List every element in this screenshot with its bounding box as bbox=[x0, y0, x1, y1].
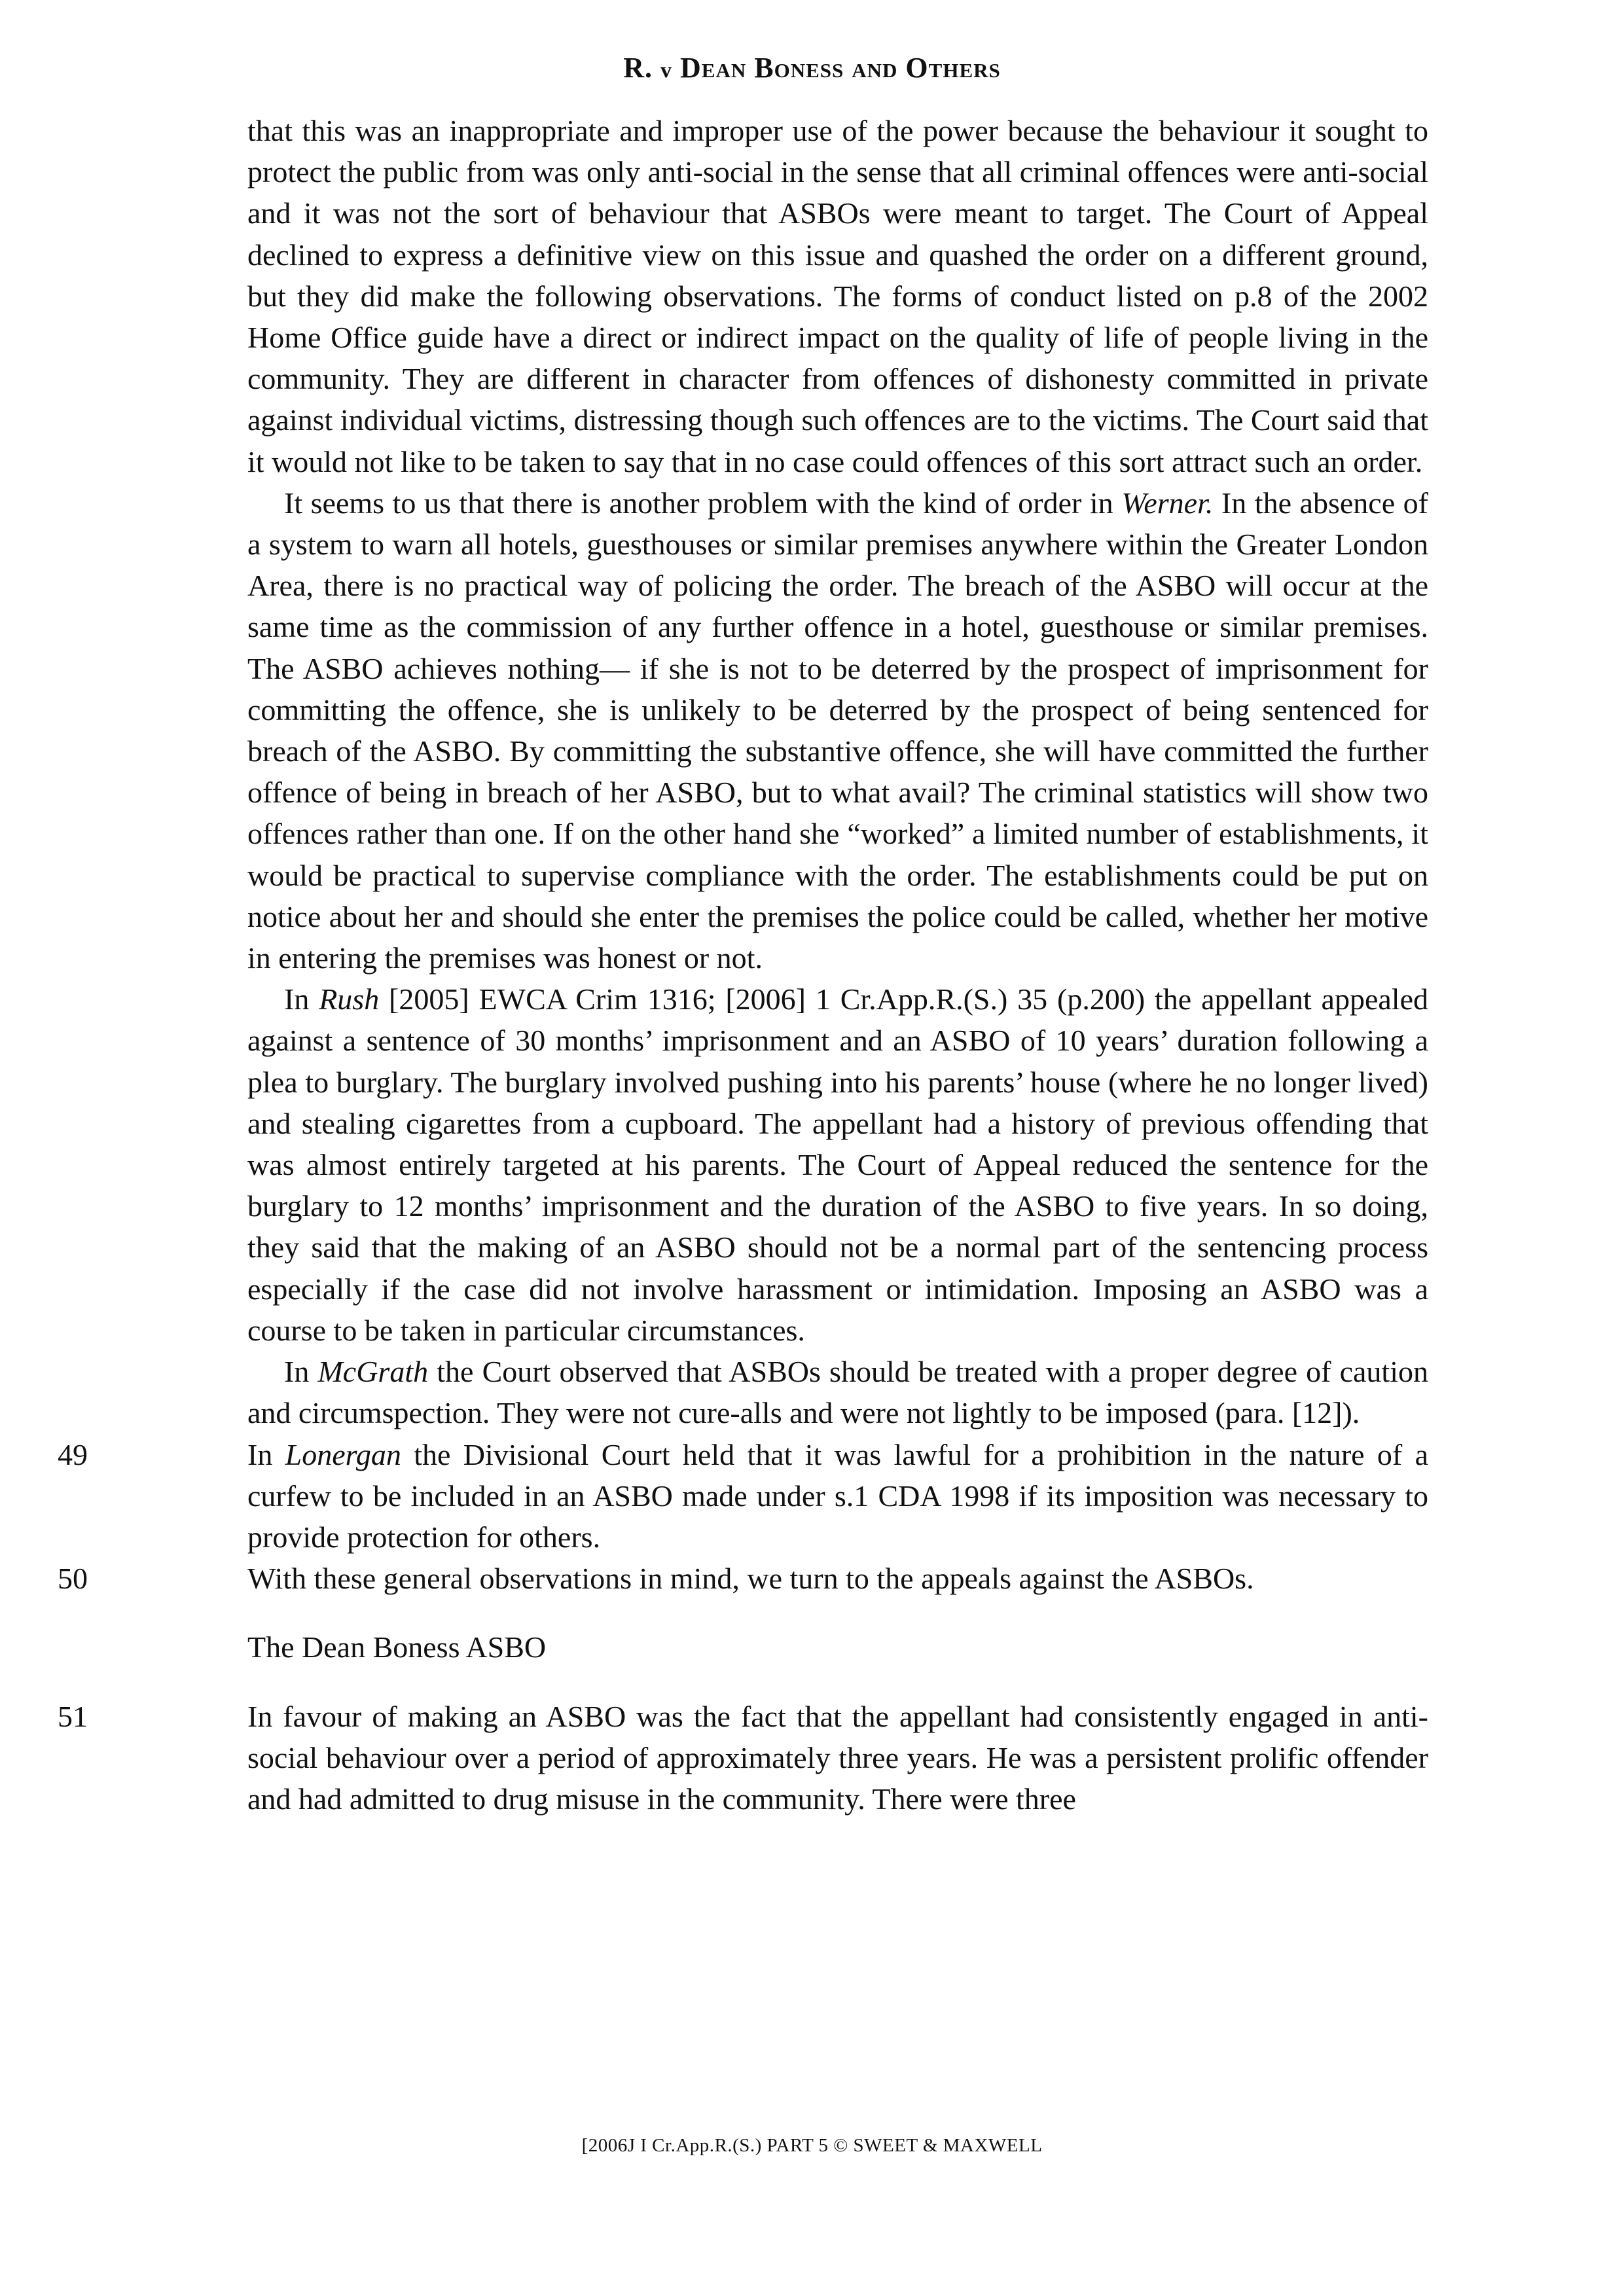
case-name: McGrath bbox=[317, 1355, 429, 1389]
case-name: Werner. bbox=[1121, 486, 1214, 520]
running-head-title: Dean Boness and Others bbox=[680, 52, 1001, 84]
paragraph-49 bbox=[58, 1434, 1428, 1558]
paragraph-werner bbox=[247, 482, 1428, 978]
text-run: In bbox=[247, 1437, 285, 1471]
page-footer: [2006J I Cr.App.R.(S.) PART 5 © SWEET & MAXWELL bbox=[581, 2135, 1043, 2156]
text-run: In bbox=[284, 1355, 318, 1389]
text-run: the Divisional Court held that it was lawful for a prohibition in the nature of a curfew to be included in an ASBO made under s.1 CDA 1998 if its imposition was necessary to provide protection for others. bbox=[247, 1437, 1428, 1554]
paragraph-continued: that this was an inappropriate and improper use of the power because the behaviour it sought to protect the public from was only anti-social in the sense that all criminal offences were anti-social and it was not the sort of behaviour that ASBOs were meant to target. The Court of Appeal declined to express a definitive view on this issue and quashed the order on a different ground, but they did make the following observations. The forms of conduct listed on p.8 of the 2002 Home Office guide have a direct or indirect impact on the quality of life of people living in the community. They are different in character from offences of dishonesty committed in private against individual victims, distressing though such offences are to the victims. The Court said that it would not like to be taken to say that in no case could offences of this sort attract such an order. bbox=[247, 114, 1428, 478]
case-name: Rush bbox=[319, 982, 380, 1016]
text-run: With these general observations in mind, we turn to the appeals against the ASBOs. bbox=[247, 1562, 1254, 1596]
paragraph-51 bbox=[58, 1696, 1428, 1820]
section-subheading: The Dean Boness ASBO bbox=[247, 1630, 547, 1664]
paragraph-number: 50 bbox=[58, 1562, 88, 1596]
paragraph-number: 49 bbox=[58, 1437, 88, 1471]
running-head-r: R. bbox=[623, 52, 653, 84]
running-head bbox=[0, 51, 1624, 84]
text-run: [2005] EWCA Crim 1316; [2006] 1 Cr.App.R.(S.) 35 (p.200) the appellant appealed against a sentence of 30 months’ imprisonment and an ASBO of 10 years’ duration following a plea to burglary. The burglary involved pushing into his parents’ house (where he no longer lived) and stealing cigarettes from a cupboard. The appellant had a history of previous offending that was almost entirely targeted at his parents. The Court of Appeal reduced the sentence for the burglary to 12 months’ imprisonment and the duration of the ASBO to five years. In so doing, they said that the making of an ASBO should not be a normal part of the sentencing process especially if the case did not involve harassment or intimidation. Imposing an ASBO was a course to be taken in particular circumstances. bbox=[247, 982, 1428, 1347]
paragraph-mcgrath bbox=[247, 1351, 1428, 1433]
running-head-v: v bbox=[660, 58, 673, 82]
paragraph-50 bbox=[58, 1558, 1428, 1599]
text-run: It seems to us that there is another problem with the kind of order in bbox=[284, 486, 1122, 520]
text-run: In the absence of a system to warn all hotels, guesthouses or similar premises anywhere within the Greater London Area, there is no practical way of policing the order. The breach of the ASBO will occur at the same time as the commission of any further offence in a hotel, guesthouse or similar premises. The ASBO achieves nothing— if she is not to be deterred by the prospect of imprisonment for committing the offence, she is unlikely to be deterred by the prospect of being sentenced for breach of the ASBO. By committing the substantive offence, she will have committed the further offence of being in breach of her ASBO, but to what avail? The criminal statistics will show two offences rather than one. If on the other hand she “worked” a limited number of establishments, it would be practical to supervise compliance with the order. The establishments could be put on notice about her and should she enter the premises the police could be called, whether her motive in entering the premises was honest or not. bbox=[247, 486, 1428, 975]
text-run: In bbox=[284, 982, 319, 1016]
case-name: Lonergan bbox=[285, 1437, 401, 1471]
paragraph-rush bbox=[247, 978, 1428, 1351]
text-run: In favour of making an ASBO was the fact that the appellant had consistently engaged in anti-social behaviour over a period of approximately three years. He was a persistent prolific offender and had admitted to drug misuse in the community. There were three bbox=[247, 1699, 1428, 1816]
text-run: the Court observed that ASBOs should be treated with a proper degree of caution and circumspection. They were not cure-alls and were not lightly to be imposed (para. [12]). bbox=[247, 1355, 1428, 1430]
paragraph-number: 51 bbox=[58, 1699, 88, 1733]
body-text bbox=[58, 110, 1428, 1820]
